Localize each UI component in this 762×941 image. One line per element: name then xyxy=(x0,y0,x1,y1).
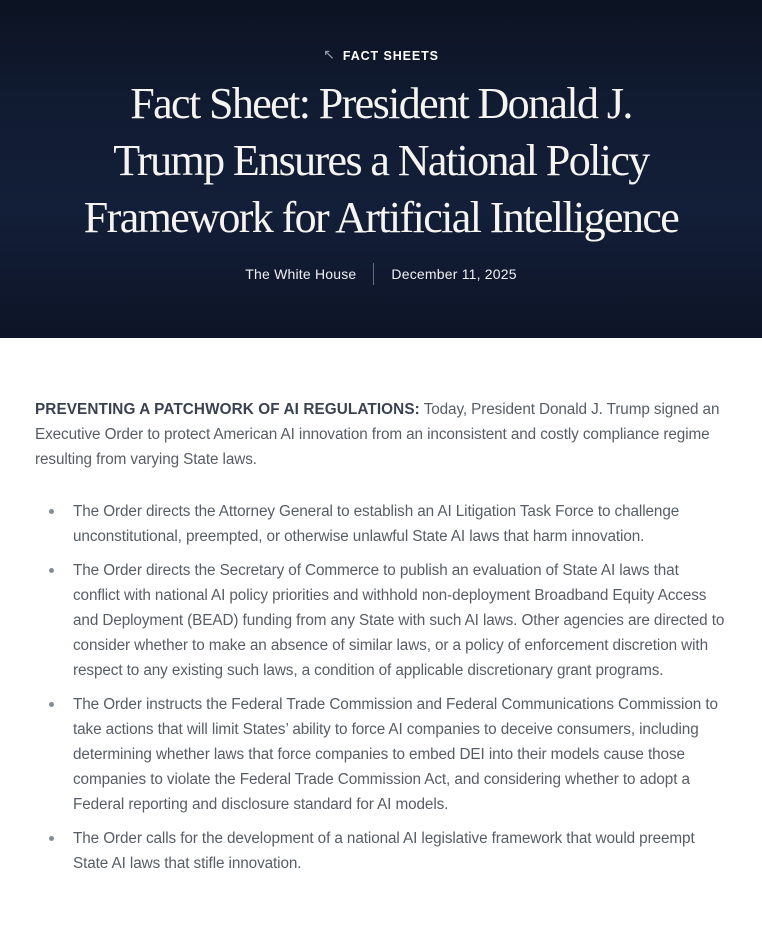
page-title-line: Framework for Artificial Intelligence xyxy=(83,193,679,242)
lead-heading: PREVENTING A PATCHWORK OF AI REGULATIONS: xyxy=(35,401,420,418)
lead-paragraph xyxy=(35,397,727,472)
article-header xyxy=(0,0,762,338)
page-title-line: Trump Ensures a National Policy xyxy=(113,136,649,185)
meta-source: The White House xyxy=(245,266,357,282)
page-title xyxy=(84,75,678,246)
arrow-up-left-icon: ↖ xyxy=(323,47,335,63)
fact-list-item: The Order directs the Secretary of Commerce to publish an evaluation of State AI laws that conflict with national AI policy priorities and withhold non-deployment Broadband Equity Access and Deployment (BEAD) funding from any State with such AI laws. Other agencies are directed to consider whether to make an absence of similar laws, or a policy of enforcement discretion with respect to any existing such laws, a condition of applicable discretionary grant programs. xyxy=(35,558,727,683)
meta-divider xyxy=(373,263,374,285)
category-link-fact-sheets[interactable] xyxy=(323,49,439,63)
fact-list xyxy=(35,499,727,876)
lead-text: Today, President Donald J. Trump signed an Executive Order to protect American AI innovation from an inconsistent and costly compliance regime resulting from varying State laws. xyxy=(35,401,720,468)
category-label: FACT SHEETS xyxy=(342,49,439,63)
article-meta xyxy=(245,263,517,285)
fact-list-item: The Order directs the Attorney General to establish an AI Litigation Task Force to challenge unconstitutional, preempted, or otherwise unlawful State AI laws that harm innovation. xyxy=(35,499,727,549)
fact-list-item: The Order calls for the development of a national AI legislative framework that would preempt State AI laws that stifle innovation. xyxy=(35,826,727,876)
article-body xyxy=(0,338,762,899)
page-title-line: Fact Sheet: President Donald J. xyxy=(130,79,632,128)
meta-date: December 11, 2025 xyxy=(391,266,517,282)
fact-list-item: The Order instructs the Federal Trade Commission and Federal Communications Commission to take actions that will limit States’ ability to force AI companies to deceive consumers, including determining whether laws that force companies to embed DEI into their models cause those companies to violate the Federal Trade Commission Act, and considering whether to adopt a Federal reporting and disclosure standard for AI models. xyxy=(35,692,727,817)
